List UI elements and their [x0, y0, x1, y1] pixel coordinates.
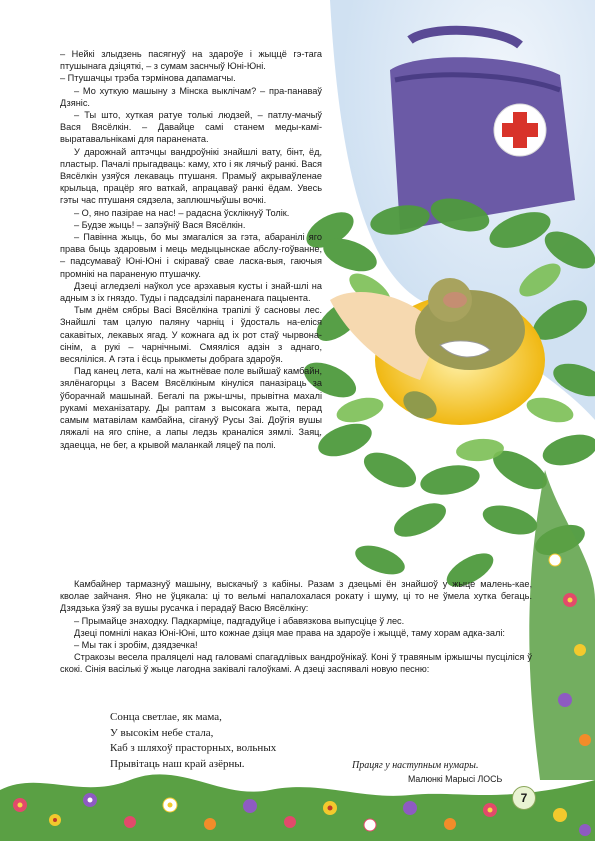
story-column — [60, 48, 322, 451]
illustration-credit: Малюнкі Марысі ЛОСЬ — [408, 774, 503, 784]
page-number: 7 — [512, 786, 536, 810]
story-paragraph: – Прымайце знаходку. Падкарміце, падгадуйце і абавязкова выпусціце ў лес. — [74, 615, 405, 626]
story-paragraph: – Будзе жыць! – запэўніў Вася Вясёлкін. — [74, 219, 246, 230]
story-paragraph: – Мо хуткую машыну з Мінска выклічам? – пра-панаваў Дзяніс. — [60, 85, 322, 108]
story-paragraph: – Ты што, хуткая ратуе толькі людзей, – патлу-мачыў Вася Вясёлкін. – Давайце самі станем меды-камі-выратавальнікамі для паранената. — [60, 110, 322, 145]
story-paragraph: – Павінна жыць, бо мы змагаліся за гэта, абаранілі яго права быць здаровым і мець медыцынскае абслу-гоўванне, – падсумаваў Юні-Юні і скіраваў свае ласка-выя, гаючыя промнікі на параненую птушачку. — [60, 232, 322, 279]
red-cross-icon — [494, 104, 546, 156]
story-paragraph: Тым днём сябры Васі Вясёлкіна трапілі ў сасновы лес. Знайшлі там цэлую паляну чарніц і ўдосталь на-еліся сакавітых, лекавых ягад. У кожнага ад іх рот стаў чырвона-сінім, а рукі – чарнічнымі. Смяяліся адзін з аднаго, весяліліся. А гэта і ёсць прыкметы добрага здароўя. — [60, 305, 322, 365]
continued-note: Працяг у наступным нумары. — [352, 760, 479, 771]
story-paragraph: – Нейкі злыдзень пасягнуў на здароўе і жыццё гэ-тага птушынага дзіцяткі, – з сумам заснчыў Юні-Юні. — [60, 49, 322, 72]
poem-line: Каб з шляхоў прасторных, вольных — [110, 742, 277, 754]
story-paragraph: У дарожнай аптэчцы вандроўнікі знайшлі вату, бінт, ёд, пластыр. Пачалі прыгадваць: каму, хто і як лячыў ранкі. Вася Вясёлкін узяўся лекаваць птушаня. Прамыў акрываўленае крыльца, працёр яго ваткай, апрацаваў ранкі ёдам. Увесь гэты час птушаня сядзела, заплюшчыўшы вочкі. — [60, 146, 322, 206]
story-paragraph: Камбайнер тармазнуў машыну, выскачыў з кабіны. Разам з дзецьмі ён знайшоў у жыце малень-кае, кволае зайчаня. Яно не ўцякала: ці то вельмі напалохалася рокату і шуму, ці то не ўмела хутка бегаць. Дзядзька ўзяў за вушы русачка і перадаў Васю Вясёлкіну: — [60, 579, 532, 614]
poem-line: Прывітаць наш край азёрны. — [110, 757, 245, 770]
story-paragraph: Пад канец лета, калі на жытнёвае поле выйшаў камбайн, зялёнагорцы з Васем Вясёлкіным кінуліся паназіраць за ўборачнай машынай. Бегалі па ржы-шчы, прывітна махалі рукамі механізатару. Ды раптам з высокага жыта, перад самым матавілам камбайна, сігануў Русы Заі. Доўгія вушы ляжалі на яго спіне, а лапы ледзь краналіся зямлі. Заяц, здаецца, не бег, а крывой маланкай ляцеў па полі. — [60, 366, 322, 450]
story-paragraph: – Птушачцы трэба тэрмінова дапамагчы. — [60, 73, 236, 84]
poem-line: У высокім небе стала, — [110, 726, 214, 739]
story-paragraph: – О, яно пазірае на нас! – радасна ўсклікнуў Толік. — [74, 207, 290, 218]
story-paragraph: Стракозы весела праляцелі над галовамі спагадлівых вандроўнікаў. Коні ў травяным іржышчы пусціліся ў скокі. Сінія васількі ў жыце лагодна заківалі галоўкамі. А дзеці заспявалі новую песню: — [60, 652, 532, 675]
story-paragraph: Дзеці агледзелі наўкол усе арэхавыя кусты і знай-шлі на адным з іх гняздо. Туды і падсадзілі параненага пацыента. — [60, 280, 322, 304]
poem-line: Сонца светлае, як мама, — [110, 711, 222, 723]
story-paragraph: – Мы так і зробім, дзядзечка! — [74, 640, 198, 651]
story-paragraph: Дзеці помнілі наказ Юні-Юні, што кожнае дзіця мае права на здароўе і жыццё, таму хорам адка-залі: — [74, 627, 505, 638]
story-wide-section — [60, 578, 532, 676]
song-poem — [110, 710, 276, 772]
